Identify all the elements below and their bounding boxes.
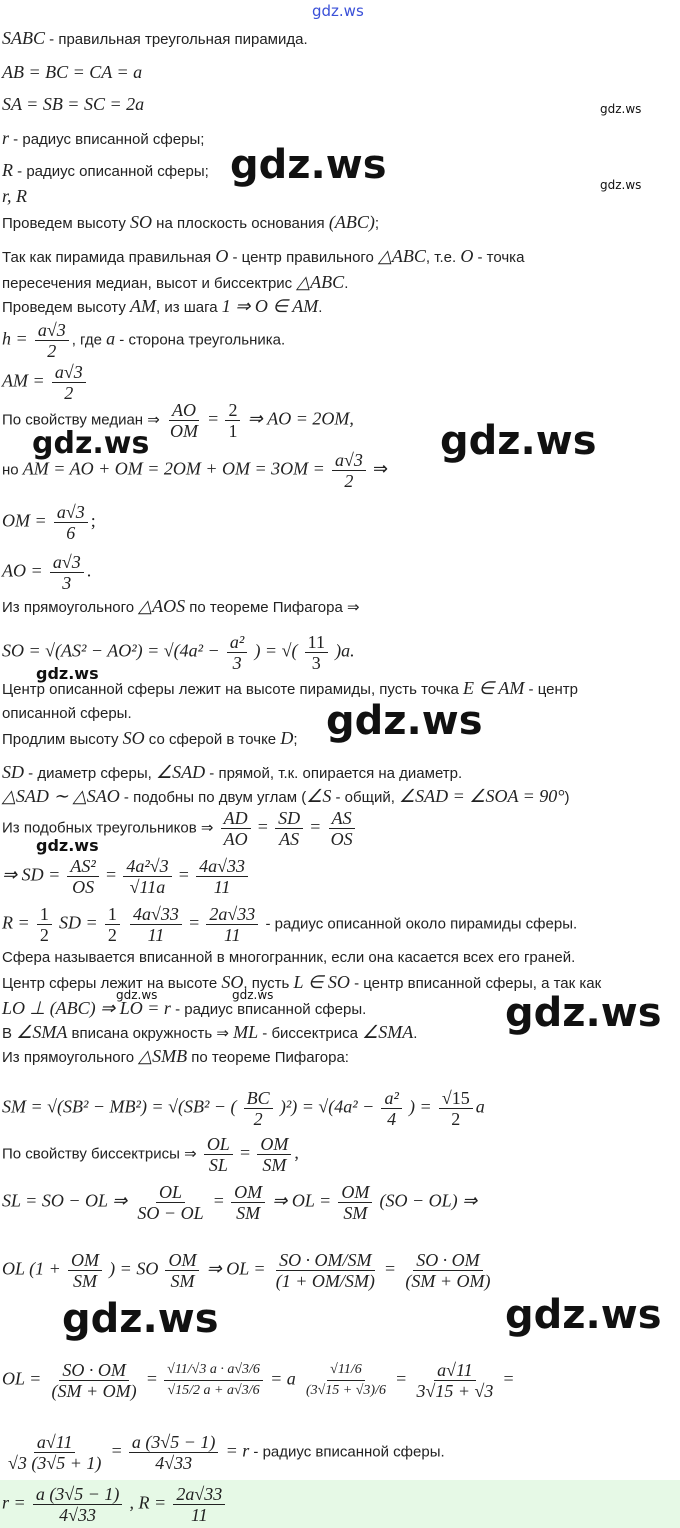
text: Так как пирамида правильная <box>2 249 216 266</box>
math: ⇒ AO = 2OM, <box>247 408 354 429</box>
denominator: AO <box>223 829 248 849</box>
denominator: √15/2 a + a√3/6 <box>167 1383 260 1398</box>
math: ⇒ OL = <box>206 1258 266 1279</box>
line-35 <box>2 1250 497 1291</box>
numerator: √15 <box>439 1088 473 1109</box>
text: , пусть <box>243 975 294 992</box>
equals: = <box>105 864 117 885</box>
math: △SAD ∼ △SAO <box>2 786 120 806</box>
line-19 <box>2 678 578 700</box>
equals: = <box>385 1258 396 1279</box>
math: ML <box>233 1022 259 1042</box>
denominator: 2 <box>344 471 354 491</box>
fraction <box>257 1134 291 1175</box>
numerator: SO · OM <box>59 1360 129 1381</box>
line-13 <box>2 400 354 441</box>
numerator: 2a√33 <box>206 904 258 925</box>
fraction <box>164 1360 263 1401</box>
denominator: OS <box>72 877 95 897</box>
math: OL (1 + <box>2 1258 61 1279</box>
fraction <box>275 808 303 849</box>
line-9 <box>2 272 348 294</box>
denominator: √11a <box>129 877 166 897</box>
math: SABC <box>2 28 45 48</box>
denominator: (SM + OM) <box>405 1271 491 1291</box>
math: AB = BC = CA = a <box>2 62 143 82</box>
punct: ; <box>90 510 96 531</box>
denominator: 3 <box>232 653 242 673</box>
watermark-large: gdz.ws <box>230 142 387 188</box>
line-23 <box>2 786 569 808</box>
math: E ∈ AM <box>463 678 525 698</box>
watermark-small: gdz.ws <box>116 988 158 1002</box>
denominator: √3 (3√5 + 1) <box>8 1453 102 1473</box>
math: SL = SO − OL ⇒ <box>2 1190 128 1211</box>
math: ) = SO <box>109 1258 159 1279</box>
fraction <box>134 1182 206 1223</box>
line-8 <box>2 246 524 268</box>
line-22 <box>2 762 462 784</box>
text: , где <box>71 331 107 349</box>
fraction <box>225 400 240 441</box>
fraction <box>123 856 171 897</box>
text: - центр вписанной сферы, а так как <box>349 975 602 992</box>
text: - радиус вписанной сферы. <box>249 1443 445 1461</box>
text: Проведем высоту <box>2 215 130 232</box>
text: но <box>2 461 23 479</box>
math: L ∈ SO <box>293 972 350 992</box>
numerator: SO · OM <box>413 1250 483 1271</box>
text: - сторона треугольника. <box>115 331 286 349</box>
denominator: SM <box>343 1203 368 1223</box>
fraction <box>67 856 98 897</box>
math: O <box>215 246 229 266</box>
line-14 <box>2 450 388 491</box>
text: - радиус вписанной сферы. <box>170 1001 367 1018</box>
text: По свойству медиан ⇒ <box>2 411 164 429</box>
watermark-small: gdz.ws <box>232 988 274 1002</box>
equals: = <box>503 1368 514 1389</box>
text: . <box>344 275 349 292</box>
math: (SO − OL) ⇒ <box>379 1190 478 1211</box>
math: O <box>460 246 474 266</box>
numerator: AS <box>329 808 355 829</box>
math: R <box>2 160 13 180</box>
fraction <box>50 552 84 593</box>
text: Продлим высоту <box>2 731 123 748</box>
line-31 <box>2 1046 349 1068</box>
line-34 <box>2 1182 477 1223</box>
watermark-large: gdz.ws <box>62 1296 219 1342</box>
line-36 <box>2 1360 514 1401</box>
line-30 <box>2 1022 417 1044</box>
numerator: BC <box>244 1088 273 1109</box>
fraction <box>68 1250 102 1291</box>
math: SD = <box>59 912 98 933</box>
text: - радиус описанной сферы; <box>13 163 209 180</box>
equals: = <box>257 816 268 837</box>
denominator: 3 <box>62 573 72 593</box>
math: SO <box>130 212 152 232</box>
line-4 <box>2 128 204 150</box>
denominator: SO − OL <box>137 1203 204 1223</box>
fraction <box>165 1250 199 1291</box>
denominator: 3√15 + √3 <box>416 1381 494 1401</box>
denominator: 2 <box>47 341 57 361</box>
fraction <box>173 1484 225 1525</box>
text: - общий, <box>331 789 400 806</box>
fraction <box>221 808 251 849</box>
text: Центр описанной сферы лежит на высоте пирамиды, пусть точка <box>2 681 464 698</box>
fraction <box>303 1360 389 1401</box>
equals: = <box>208 408 219 429</box>
denominator: 3 <box>311 653 321 673</box>
math: , R = <box>129 1492 167 1513</box>
math: h = <box>2 328 28 349</box>
watermark-small: gdz.ws <box>36 836 99 855</box>
text: . <box>413 1025 418 1042</box>
math: △ABC <box>296 272 345 292</box>
math: AM <box>130 296 156 316</box>
math: r = <box>2 1492 26 1513</box>
watermark-small: gdz.ws <box>600 178 642 192</box>
numerator: 4a√33 <box>196 856 248 877</box>
denominator: 4√33 <box>155 1453 193 1473</box>
text: По свойству биссектрисы ⇒ <box>2 1145 201 1163</box>
numerator: a√11 <box>34 1432 76 1453</box>
watermark-top: gdz.ws <box>312 2 364 20</box>
math: AM = AO + OM = 2OM + OM = 3OM = <box>22 458 325 479</box>
numerator: a² <box>227 632 247 653</box>
math: r <box>2 128 10 148</box>
line-5 <box>2 160 209 182</box>
denominator: SM <box>262 1155 287 1175</box>
line-18 <box>2 632 355 673</box>
final-answer <box>2 1484 228 1525</box>
numerator: OM <box>165 1250 199 1271</box>
text: В <box>2 1025 17 1042</box>
arrow: ⇒ <box>373 458 389 479</box>
watermark-large: gdz.ws <box>505 990 662 1036</box>
denominator: (1 + OM/SM) <box>275 1271 375 1291</box>
text: вписана окружность ⇒ <box>67 1025 234 1042</box>
text: - прямой, т.к. опирается на диаметр. <box>205 765 463 782</box>
text: ) <box>564 789 570 806</box>
fraction <box>439 1088 473 1129</box>
numerator: AO <box>169 400 199 421</box>
numerator: a (3√5 − 1) <box>129 1432 219 1453</box>
line-17 <box>2 596 360 618</box>
line-25 <box>2 856 251 897</box>
math: ∠SAD = ∠SOA = 90° <box>399 786 565 806</box>
math: SD <box>2 762 24 782</box>
numerator: 11 <box>305 632 328 653</box>
denominator: SL <box>208 1155 228 1175</box>
fraction <box>167 400 201 441</box>
numerator: 2 <box>225 400 240 421</box>
line-24 <box>2 808 359 849</box>
math: D <box>280 728 294 748</box>
text: по теореме Пифагора: <box>187 1049 349 1066</box>
math: △AOS <box>138 596 186 616</box>
text: Из прямоугольного <box>2 1049 139 1066</box>
text: описанной сферы. <box>2 705 132 722</box>
text: - центр <box>524 681 578 698</box>
fraction <box>244 1088 273 1129</box>
line-12 <box>2 362 89 403</box>
numerator: OM <box>68 1250 102 1271</box>
math: a <box>475 1096 485 1117</box>
denominator: AS <box>279 829 300 849</box>
text: пересечения медиан, высот и биссектрис <box>2 275 297 292</box>
text: ; <box>374 215 379 232</box>
text: - диаметр сферы, <box>24 765 156 782</box>
math: △SMB <box>138 1046 188 1066</box>
text: со сферой в точке <box>144 731 281 748</box>
math: R = <box>2 912 30 933</box>
denominator: 2 <box>253 1109 263 1129</box>
numerator: OM <box>257 1134 291 1155</box>
line-32 <box>2 1088 485 1129</box>
math: ⇒ OL = <box>272 1190 332 1211</box>
math: ∠SAD <box>155 762 206 782</box>
denominator: SM <box>236 1203 261 1223</box>
text: . <box>318 299 323 316</box>
math: 1 ⇒ O ∈ AM <box>221 296 319 316</box>
math: △ABC <box>378 246 426 266</box>
equals: = <box>189 912 200 933</box>
fraction <box>130 904 182 945</box>
text: - подобны по двум углам ( <box>119 789 307 806</box>
numerator: a√3 <box>52 362 86 383</box>
text: Из подобных треугольников ⇒ <box>2 819 218 837</box>
numerator: a√3 <box>332 450 366 471</box>
text: - радиус вписанной сферы; <box>9 131 205 148</box>
text: Центр сферы лежит на высоте <box>2 975 222 992</box>
math: SO = √(AS² − AO²) = √(4a² − <box>2 640 220 661</box>
numerator: OL <box>156 1182 185 1203</box>
line-6 <box>2 186 27 208</box>
text: , т.е. <box>425 249 461 266</box>
math: SM = √(SB² − MB²) = √(SB² − ( <box>2 1096 237 1117</box>
fraction <box>273 1250 378 1291</box>
denominator: (3√15 + √3)/6 <box>305 1383 386 1398</box>
line-3 <box>2 94 144 116</box>
fraction <box>227 632 247 673</box>
numerator: a√3 <box>35 320 69 341</box>
punct: , <box>294 1142 299 1163</box>
math: SO <box>122 728 145 748</box>
line-37 <box>2 1432 445 1473</box>
math: AO = <box>2 560 43 581</box>
watermark-large: gdz.ws <box>326 698 483 744</box>
math: r, R <box>2 186 28 206</box>
line-27 <box>2 948 575 968</box>
line-21 <box>2 728 297 750</box>
equals: = <box>240 1142 251 1163</box>
denominator: 2 <box>107 925 117 945</box>
numerator: a√3 <box>50 552 84 573</box>
text: - биссектриса <box>258 1025 363 1042</box>
numerator: AS² <box>67 856 98 877</box>
fraction <box>206 904 258 945</box>
numerator: a√3 <box>54 502 88 523</box>
denominator: 11 <box>213 877 231 897</box>
fraction <box>413 1360 496 1401</box>
numerator: OL <box>204 1134 233 1155</box>
watermark-small: gdz.ws <box>36 664 99 683</box>
math: = a <box>270 1368 296 1389</box>
equals: = <box>396 1368 407 1389</box>
math: ∠S <box>306 786 332 806</box>
line-20 <box>2 704 132 724</box>
equals: = <box>146 1368 157 1389</box>
fraction <box>328 808 356 849</box>
numerator: 4a√33 <box>130 904 182 925</box>
fraction <box>52 362 86 403</box>
denominator: SM <box>170 1271 195 1291</box>
numerator: 1 <box>105 904 120 925</box>
punct: . <box>86 560 92 581</box>
line-33 <box>2 1134 299 1175</box>
denominator: 11 <box>190 1505 208 1525</box>
denominator: 1 <box>228 421 238 441</box>
numerator: 2a√33 <box>173 1484 225 1505</box>
numerator: OM <box>338 1182 372 1203</box>
fraction <box>5 1432 104 1473</box>
numerator: SD <box>275 808 303 829</box>
math: SO <box>221 972 244 992</box>
numerator: 1 <box>37 904 52 925</box>
denominator: (SM + OM) <box>51 1381 137 1401</box>
line-1 <box>2 28 308 50</box>
numerator: OM <box>231 1182 265 1203</box>
text: по теореме Пифагора ⇒ <box>185 599 360 616</box>
denominator: 2 <box>39 925 49 945</box>
fraction <box>54 502 88 543</box>
equals: = <box>111 1440 122 1461</box>
math: (ABC) <box>328 212 375 232</box>
text: Проведем высоту <box>2 299 130 316</box>
line-29 <box>2 998 366 1020</box>
line-28 <box>2 972 601 994</box>
fraction <box>196 856 248 897</box>
text: - радиус описанной около пирамиды сферы. <box>265 915 578 933</box>
equals: = <box>310 816 321 837</box>
fraction <box>49 1360 140 1401</box>
fraction <box>35 320 69 361</box>
text: Из прямоугольного <box>2 599 139 616</box>
watermark-large: gdz.ws <box>32 426 150 461</box>
line-15 <box>2 502 96 543</box>
math: AM = <box>2 370 45 391</box>
denominator: OM <box>169 421 198 441</box>
numerator: a² <box>381 1088 401 1109</box>
numerator: a (3√5 − 1) <box>33 1484 123 1505</box>
denominator: 2 <box>64 383 74 403</box>
equals: = <box>178 864 189 885</box>
math: a <box>106 328 116 349</box>
math: ) = √( <box>254 640 298 661</box>
numerator: 4a²√3 <box>123 856 171 877</box>
text: на плоскость основания <box>152 215 329 232</box>
math: LO ⊥ (ABC) ⇒ LO = r <box>2 998 171 1018</box>
fraction <box>381 1088 401 1129</box>
line-11 <box>2 320 285 361</box>
fraction <box>231 1182 265 1223</box>
watermark-small: gdz.ws <box>600 102 642 116</box>
line-10 <box>2 296 322 318</box>
denominator: 4√33 <box>59 1505 97 1525</box>
denominator: OS <box>330 829 353 849</box>
math: )a. <box>335 640 355 661</box>
fraction <box>305 632 328 673</box>
text: , из шага <box>156 299 222 316</box>
denominator: SM <box>73 1271 97 1291</box>
text: Сфера называется вписанной в многогранник, если она касается всех его граней. <box>2 949 576 966</box>
line-26 <box>2 904 577 945</box>
math: )²) = √(4a² − <box>279 1096 375 1117</box>
numerator: SO · OM/SM <box>276 1250 375 1271</box>
watermark-large: gdz.ws <box>505 1292 662 1338</box>
fraction <box>129 1432 219 1473</box>
line-7 <box>2 212 379 234</box>
numerator: a√11 <box>434 1360 476 1381</box>
fraction <box>105 904 120 945</box>
fraction <box>37 904 52 945</box>
line-2 <box>2 62 142 84</box>
watermark-large: gdz.ws <box>440 418 597 464</box>
numerator: √11/6 <box>327 1360 365 1381</box>
math: = r <box>225 1440 250 1461</box>
denominator: 11 <box>147 925 165 945</box>
math: OL = <box>2 1368 42 1389</box>
text: - центр правильного <box>228 249 379 266</box>
denominator: 11 <box>224 925 241 945</box>
math: OM = <box>2 510 47 531</box>
denominator: 4 <box>387 1109 397 1129</box>
denominator: 6 <box>66 523 76 543</box>
math: ⇒ SD = <box>2 864 61 885</box>
fraction <box>338 1182 372 1223</box>
math: ) = <box>409 1096 432 1117</box>
numerator: AD <box>221 808 251 829</box>
fraction <box>33 1484 123 1525</box>
numerator: √11/√3 a · a√3/6 <box>164 1360 263 1381</box>
math: SA = SB = SC = 2a <box>2 94 145 114</box>
line-16 <box>2 552 91 593</box>
fraction <box>204 1134 233 1175</box>
fraction <box>332 450 366 491</box>
text: ; <box>293 731 298 748</box>
text: - точка <box>473 249 525 266</box>
equals: = <box>213 1190 224 1211</box>
fraction <box>402 1250 493 1291</box>
math: ∠SMA <box>362 1022 414 1042</box>
math: ∠SMA <box>16 1022 68 1042</box>
text: - правильная треугольная пирамида. <box>45 31 308 48</box>
denominator: 2 <box>451 1109 461 1129</box>
